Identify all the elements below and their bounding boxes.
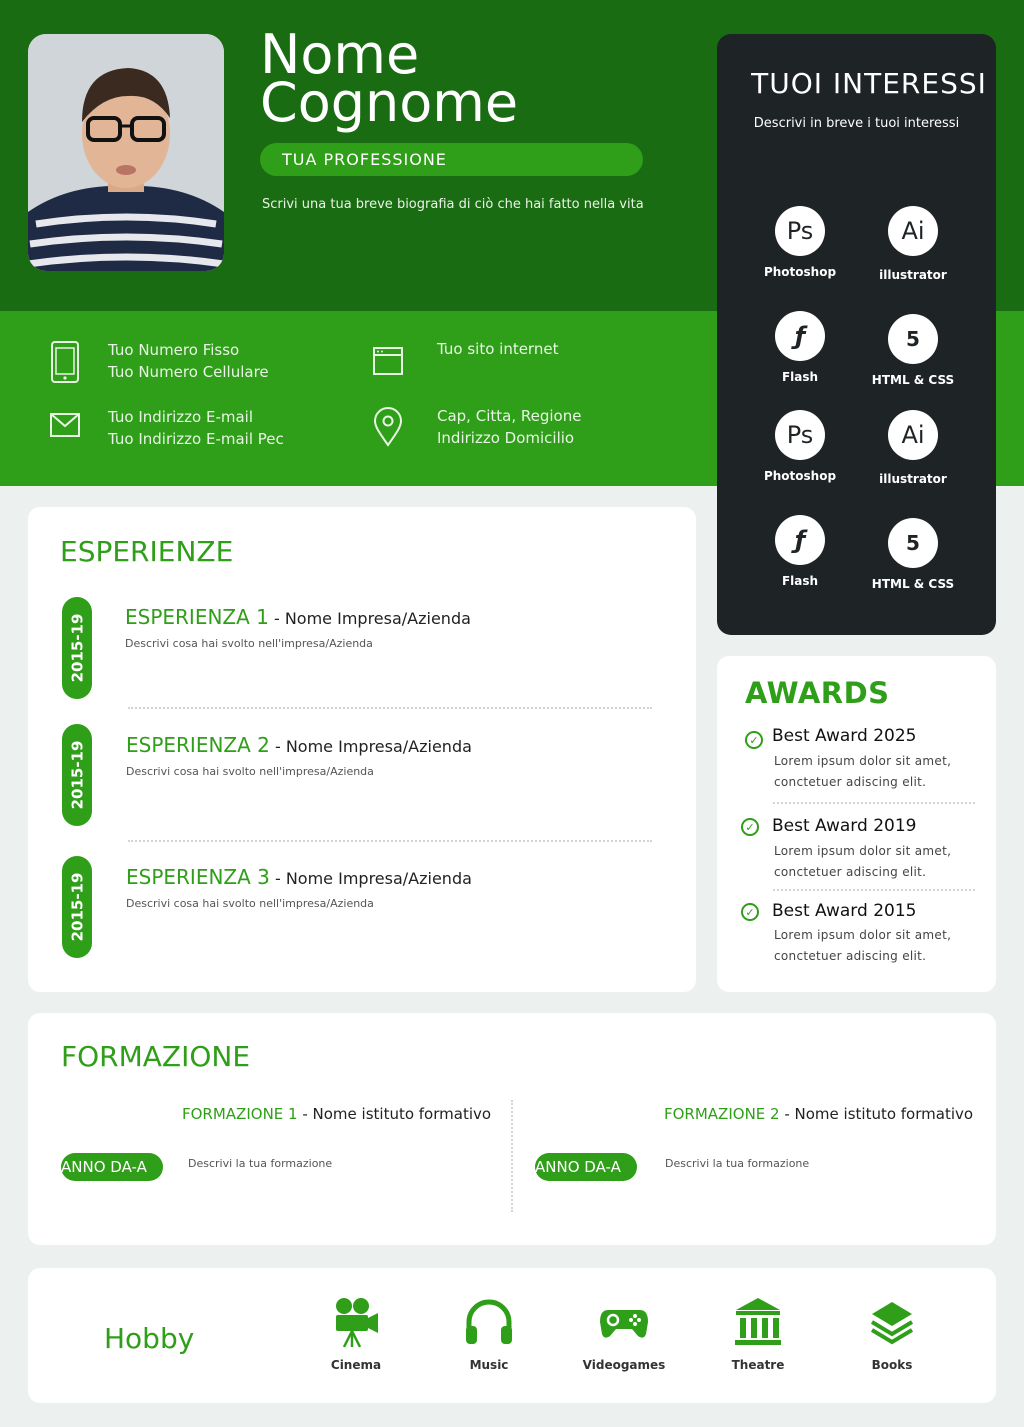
- company-name: - Nome Impresa/Azienda: [269, 869, 472, 888]
- phone-icon: [50, 341, 82, 381]
- experience-card: [28, 507, 696, 992]
- award-description: [774, 925, 951, 967]
- experience-title: ESPERIENZE: [60, 535, 234, 568]
- education-title-text: FORMAZIONE 1: [182, 1105, 298, 1123]
- hobby-label: Cinema: [330, 1358, 382, 1372]
- last-name: Cognome: [260, 71, 519, 134]
- address: Indirizzo Domicilio: [437, 429, 575, 447]
- hobby-theatre: [703, 1296, 813, 1372]
- skill-label: illustrator: [879, 472, 947, 486]
- year-range-badge: ANNO DA-A: [61, 1153, 163, 1181]
- skill-label: Photoshop: [763, 265, 837, 279]
- education-card: [28, 1013, 996, 1245]
- year-pill: [62, 724, 92, 826]
- award-desc-line: Lorem ipsum dolor sit amet,: [774, 928, 952, 942]
- skill-label: illustrator: [879, 268, 947, 282]
- hobby-label: Videogames: [582, 1358, 666, 1372]
- company-name: - Nome Impresa/Azienda: [268, 609, 471, 628]
- flash-icon: ƒ: [775, 515, 825, 565]
- website: Tuo sito internet: [437, 340, 559, 358]
- experience-title-text: ESPERIENZA 1: [125, 605, 269, 629]
- profession-badge: TUA PROFESSIONE: [260, 143, 643, 176]
- photoshop-icon: Ps: [775, 410, 825, 460]
- award-title: Best Award 2015: [772, 901, 917, 921]
- experience-description: Descrivi cosa hai svolto nell'impresa/Azienda: [125, 637, 373, 650]
- award-title: Best Award 2025: [772, 726, 917, 746]
- interests-subtitle: Descrivi in breve i tuoi interessi: [753, 116, 960, 131]
- email-pec: Tuo Indirizzo E-mail Pec: [108, 430, 284, 448]
- headphones-icon: [463, 1296, 515, 1348]
- divider: [128, 707, 652, 709]
- skill-label: Photoshop: [763, 469, 837, 483]
- skill-html-css: [858, 518, 968, 591]
- skill-illustrator: [858, 206, 968, 282]
- education-heading: [664, 1105, 973, 1123]
- experience-item: [125, 605, 471, 650]
- bio-text: Scrivi una tua breve biografia di ciò che hai fatto nella vita: [262, 197, 644, 212]
- experience-title-text: ESPERIENZA 3: [126, 865, 270, 889]
- hobby-music: [434, 1296, 544, 1372]
- interests-panel: [717, 34, 996, 635]
- hobby-label: Music: [469, 1358, 509, 1372]
- interests-title: TUOI INTERESSI: [751, 67, 987, 100]
- flash-icon: ƒ: [775, 311, 825, 361]
- skill-photoshop: [745, 206, 855, 279]
- check-circle-icon: ✓: [741, 818, 759, 836]
- skill-label: Flash: [781, 574, 819, 588]
- illustrator-icon: Ai: [888, 410, 938, 460]
- check-circle-icon: ✓: [745, 731, 763, 749]
- hobby-card: [28, 1268, 996, 1403]
- company-name: - Nome Impresa/Azienda: [269, 737, 472, 756]
- divider: [773, 802, 975, 804]
- awards-card: [717, 656, 996, 992]
- skill-html-css: [858, 314, 968, 387]
- divider: [128, 840, 652, 842]
- hobby-title: Hobby: [104, 1322, 195, 1355]
- skill-flash: [745, 515, 855, 588]
- location-pin-icon: [373, 407, 405, 447]
- award-description: [774, 751, 951, 793]
- experience-item: [126, 865, 472, 910]
- hobby-cinema: [301, 1296, 411, 1372]
- hobby-label: Books: [871, 1358, 913, 1372]
- education-title: FORMAZIONE: [61, 1040, 251, 1073]
- experience-title-text: ESPERIENZA 2: [126, 733, 270, 757]
- education-description: Descrivi la tua formazione: [665, 1157, 810, 1170]
- city: Cap, Citta, Regione: [437, 407, 582, 425]
- photoshop-icon: Ps: [775, 206, 825, 256]
- illustrator-icon: Ai: [888, 206, 938, 256]
- education-description: Descrivi la tua formazione: [188, 1157, 333, 1170]
- experience-heading: [125, 605, 471, 629]
- years-text: 2015-19: [68, 740, 87, 810]
- award-title: Best Award 2019: [772, 816, 917, 836]
- phone-fixed: Tuo Numero Fisso: [108, 341, 240, 359]
- divider: [773, 889, 975, 891]
- hobby-books: [837, 1296, 947, 1372]
- film-camera-icon: [330, 1296, 382, 1348]
- gamepad-icon: [598, 1296, 650, 1348]
- mail-icon: [50, 412, 82, 452]
- award-description: [774, 841, 951, 883]
- skill-label: HTML & CSS: [871, 577, 955, 591]
- skill-flash: [745, 311, 855, 384]
- skill-illustrator: [858, 410, 968, 486]
- experience-item: [126, 733, 472, 778]
- theatre-icon: [732, 1296, 784, 1348]
- experience-description: Descrivi cosa hai svolto nell'impresa/Azienda: [126, 897, 374, 910]
- divider: [511, 1100, 513, 1212]
- institute-name: - Nome istituto formativo: [779, 1105, 974, 1123]
- skill-photoshop: [745, 410, 855, 483]
- experience-heading: [126, 733, 472, 757]
- award-desc-line: conctetuer adiscing elit.: [774, 949, 927, 963]
- hobby-videogames: [569, 1296, 679, 1372]
- award-desc-line: conctetuer adiscing elit.: [774, 865, 927, 879]
- year-pill: [62, 856, 92, 958]
- awards-title: AWARDS: [745, 676, 890, 710]
- profile-photo: [28, 34, 224, 271]
- experience-description: Descrivi cosa hai svolto nell'impresa/Azienda: [126, 765, 374, 778]
- years-text: 2015-19: [68, 872, 87, 942]
- html5-icon: 5: [888, 518, 938, 568]
- skill-label: Flash: [781, 370, 819, 384]
- award-desc-line: conctetuer adiscing elit.: [774, 775, 927, 789]
- books-icon: [866, 1296, 918, 1348]
- award-desc-line: Lorem ipsum dolor sit amet,: [774, 844, 952, 858]
- skill-label: HTML & CSS: [871, 373, 955, 387]
- experience-heading: [126, 865, 472, 889]
- phone-mobile: Tuo Numero Cellulare: [108, 363, 269, 381]
- email: Tuo Indirizzo E-mail: [108, 408, 254, 426]
- education-heading: [182, 1105, 491, 1123]
- check-circle-icon: ✓: [741, 903, 759, 921]
- first-name: Nome: [260, 23, 420, 86]
- education-title-text: FORMAZIONE 2: [664, 1105, 780, 1123]
- years-text: 2015-19: [68, 613, 87, 683]
- award-desc-line: Lorem ipsum dolor sit amet,: [774, 754, 952, 768]
- year-range-badge: ANNO DA-A: [535, 1153, 637, 1181]
- year-pill: [62, 597, 92, 699]
- hobby-label: Theatre: [731, 1358, 785, 1372]
- html5-icon: 5: [888, 314, 938, 364]
- browser-icon: [373, 347, 405, 387]
- institute-name: - Nome istituto formativo: [297, 1105, 492, 1123]
